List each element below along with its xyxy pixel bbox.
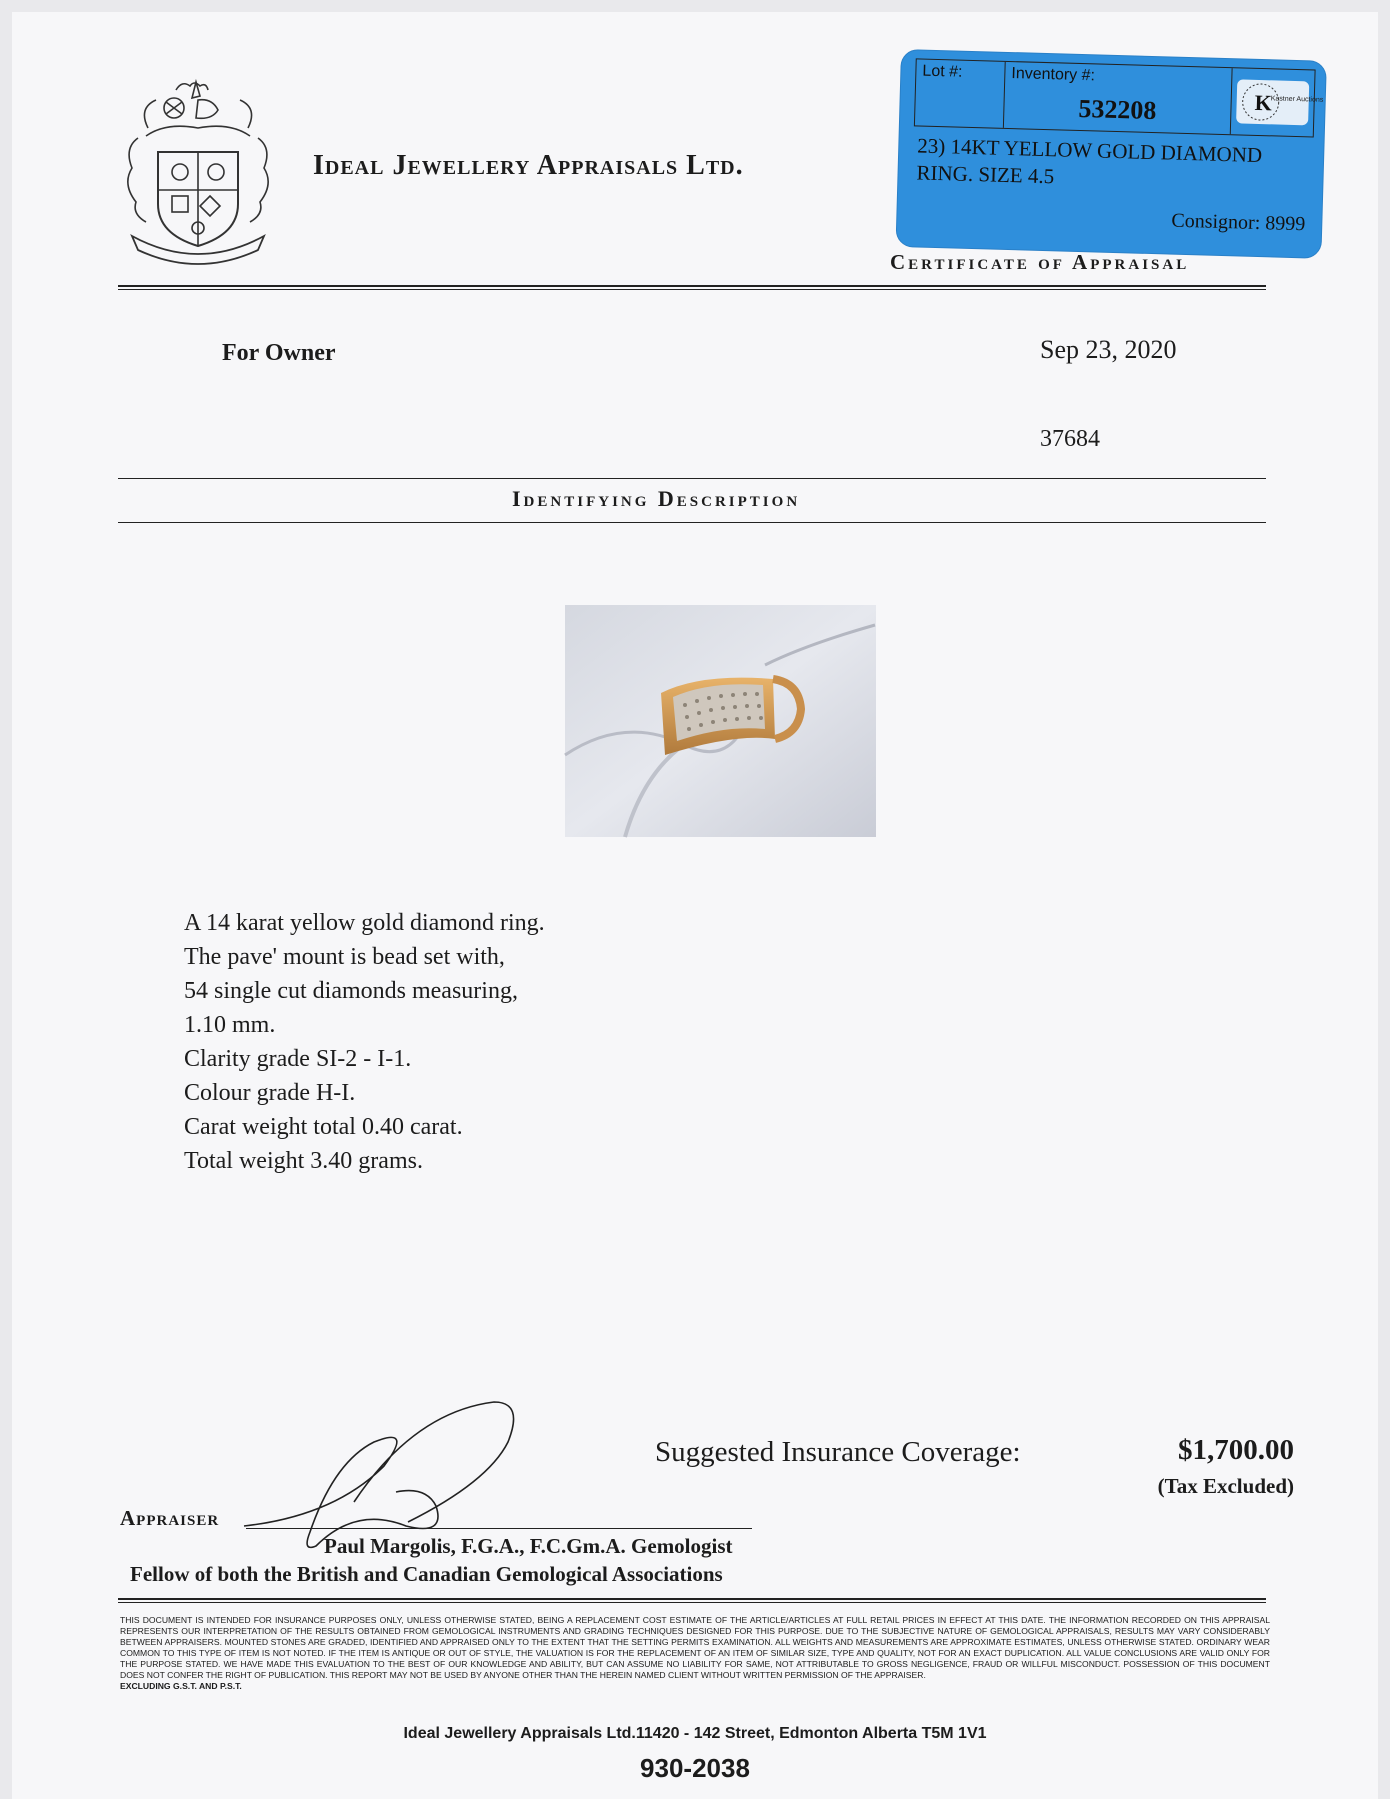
section-divider-bottom xyxy=(118,522,1266,523)
section-divider-top xyxy=(118,478,1266,479)
disclaimer-text xyxy=(120,1615,1270,1692)
appraiser-fellowship: Fellow of both the British and Canadian Gemological Associations xyxy=(130,1562,723,1586)
consignor-number: Consignor: 8999 xyxy=(1171,209,1306,236)
auction-tag xyxy=(897,50,1326,258)
header-divider xyxy=(118,285,1266,290)
company-name: Ideal Jewellery Appraisals Ltd. xyxy=(313,150,744,181)
tag-lot-cell xyxy=(915,59,1006,127)
lot-value xyxy=(916,89,1004,91)
tag-inventory-cell xyxy=(1004,62,1233,134)
description-line: 54 single cut diamonds measuring, xyxy=(184,978,518,1004)
tag-description xyxy=(916,132,1262,196)
appraiser-label: Appraiser xyxy=(120,1506,220,1530)
description-line: 1.10 mm. xyxy=(184,1012,276,1038)
tag-description-line: 23) 14KT YELLOW GOLD DIAMOND xyxy=(917,133,1263,168)
appraisal-date: Sep 23, 2020 xyxy=(1040,335,1177,364)
lot-label: Lot #: xyxy=(922,62,963,81)
description-line: A 14 karat yellow gold diamond ring. xyxy=(184,910,545,936)
insurance-value: $1,700.00 xyxy=(1178,1434,1294,1466)
appraisal-number: 37684 xyxy=(1040,426,1100,452)
signature-icon xyxy=(244,1398,514,1548)
inventory-label: Inventory #: xyxy=(1011,65,1096,85)
disclaimer-body: THIS DOCUMENT IS INTENDED FOR INSURANCE PURPOSES ONLY, UNLESS OTHERWISE STATED, BEING A REPLACEMENT COST ESTIMATE OF THE ARTICLE/ARTICLES AT FULL RETAIL PRICES IN EFFECT AT THIS DATE. THE INFORMATION RECORDED ON THIS APPRAISAL REPRESENTS OUR INTERPRETATION OF THE RESULTS OBTAINED FROM GEMOLOGICAL INSTRUMENTS AND GRADING TECHNIQUES DESIGNED FOR THIS PURPOSE. DUE TO THE SUBJECTIVE NATURE OF GEMOLOGICAL APPRAISALS, RESULTS MAY VARY CONSIDERABLY BETWEEN APPRAISERS. MOUNTED STONES ARE GRADED, IDENTIFIED AND APPRAISED ONLY TO THE EXTENT THAT THE SETTING PERMITS EXAMINATION. ALL WEIGHTS AND MEASUREMENTS ARE APPROXIMATE ESTIMATES, UNLESS OTHERWISE STATED. ORDINARY WEAR COMMON TO THIS TYPE OF ITEM IS NOT NOTED. IF THE ITEM IS ANTIQUE OR OUT OF STYLE, THE VALUATION IS FOR THE REPLACEMENT OF AN ITEM OF SIMILAR SIZE, TYPE AND QUALITY, NOT FOR AN EXACT DUPLICATION. ALL VALUE CONCLUSIONS ARE VALID ONLY FOR THE PURPOSE STATED. WE HAVE MADE THIS EVALUATION TO THE BEST OF OUR KNOWLEDGE AND ABILITY, BUT CAN ASSUME NO LIABILITY FOR SAME, NOT ATTRIBUTABLE TO GROSS NEGLIGENCE, FRAUD OR WILLFUL MISCONDUCT. POSSESSION OF THIS DOCUMENT DOES NOT CONFER THE RIGHT OF PUBLICATION. THIS REPORT MAY NOT BE USED BY ANYONE OTHER THAN THE HEREIN NAMED CLIENT WITHOUT WRITTEN PERMISSION OF THE APPRAISER. xyxy=(120,1615,1270,1680)
owner-label: For Owner xyxy=(222,340,336,366)
description-line: Total weight 3.40 grams. xyxy=(184,1148,423,1174)
coat-of-arms-icon xyxy=(118,78,278,268)
insurance-label: Suggested Insurance Coverage: xyxy=(655,1436,1021,1468)
gold-diamond-ring-photo xyxy=(565,605,876,837)
disclaimer-tax-note: EXCLUDING G.S.T. AND P.S.T. xyxy=(120,1681,242,1691)
inventory-value: 532208 xyxy=(1078,93,1157,126)
appraiser-name: Paul Margolis, F.G.A., F.C.Gm.A. Gemologist xyxy=(324,1534,733,1558)
description-line: Carat weight total 0.40 carat. xyxy=(184,1114,463,1140)
auction-logo xyxy=(1231,68,1324,136)
tax-note: (Tax Excluded) xyxy=(1157,1474,1294,1498)
certificate-title: Certificate of Appraisal xyxy=(890,250,1190,274)
section-title: Identifying Description xyxy=(512,486,801,511)
footer-divider xyxy=(118,1598,1266,1603)
company-address: Ideal Jewellery Appraisals Ltd.11420 - 142 Street, Edmonton Alberta T5M 1V1 xyxy=(403,1725,987,1742)
auction-logo-mark xyxy=(1236,79,1324,125)
tag-header-grid xyxy=(914,58,1324,137)
logo-letter: K xyxy=(1254,89,1273,116)
description-line: Clarity grade SI-2 - I-1. xyxy=(184,1046,412,1072)
item-description xyxy=(184,906,545,1178)
description-line: The pave' mount is bead set with, xyxy=(184,944,505,970)
logo-text: Kastner Auctions xyxy=(1270,95,1324,104)
description-line: Colour grade H-I. xyxy=(184,1080,356,1106)
company-phone: 930-2038 xyxy=(640,1753,750,1783)
tag-description-line: RING. SIZE 4.5 xyxy=(916,160,1055,189)
